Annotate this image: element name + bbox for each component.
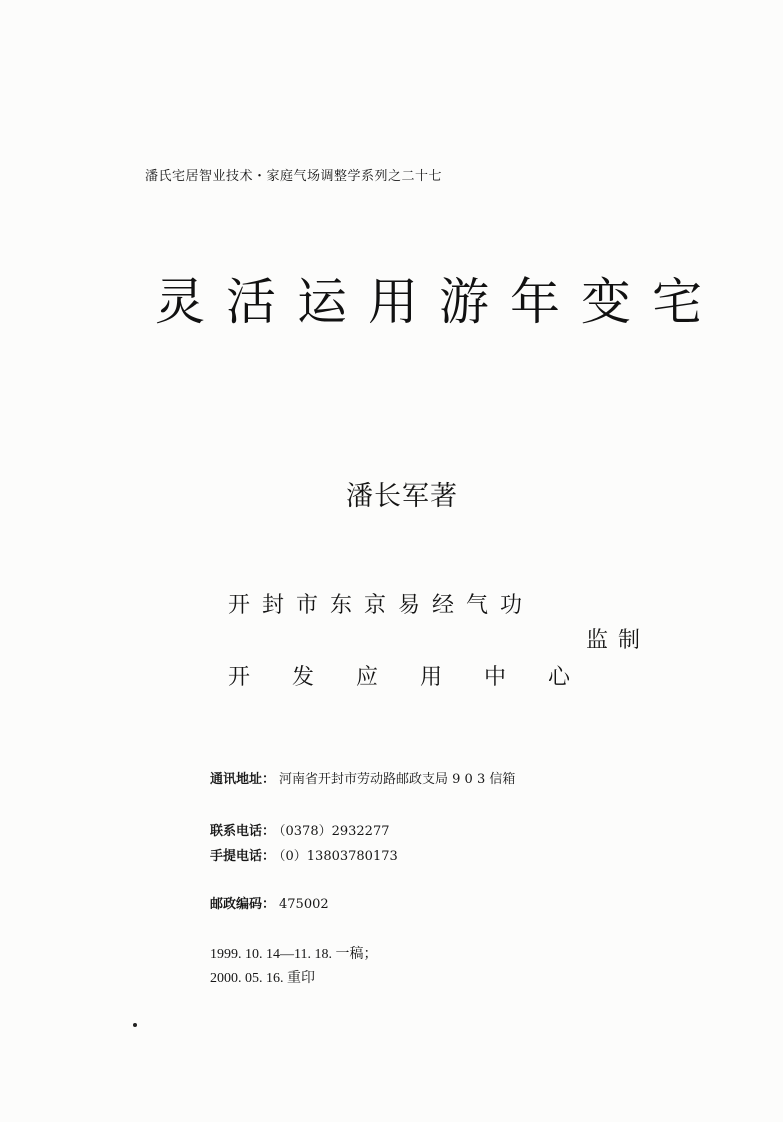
address-label: 通讯地址：: [210, 772, 276, 787]
mobile-label: 手提电话：: [210, 849, 276, 864]
reprint-date: 2000. 05. 16. 重印: [210, 971, 315, 986]
address-row: [210, 768, 515, 787]
address-value: 河南省开封市劳动路邮政支局 9 0 3 信箱: [279, 772, 516, 787]
book-title: 灵活运用游年变宅: [155, 273, 723, 331]
organization-line-1: 开封市东京易经气功: [228, 593, 535, 618]
draft-date: 1999. 10. 14—11. 18. 一稿；: [210, 947, 378, 962]
phone-row: [210, 820, 390, 839]
organization-line-2: 开发应用中心: [228, 665, 613, 690]
series-line: 潘氏宅居智业技术・家庭气场调整学系列之二十七: [145, 169, 443, 184]
organization-role: 监制: [586, 628, 651, 653]
scan-speck: [133, 1023, 137, 1027]
mobile-value: （0）13803780173: [279, 849, 398, 864]
zip-row: [210, 893, 329, 912]
mobile-row: [210, 845, 398, 864]
zip-value: 475002: [279, 897, 329, 912]
author-line: 潘长军著: [346, 481, 458, 512]
phone-value: （0378）2932277: [279, 824, 390, 839]
phone-label: 联系电话：: [210, 824, 276, 839]
zip-label: 邮政编码：: [210, 897, 276, 912]
